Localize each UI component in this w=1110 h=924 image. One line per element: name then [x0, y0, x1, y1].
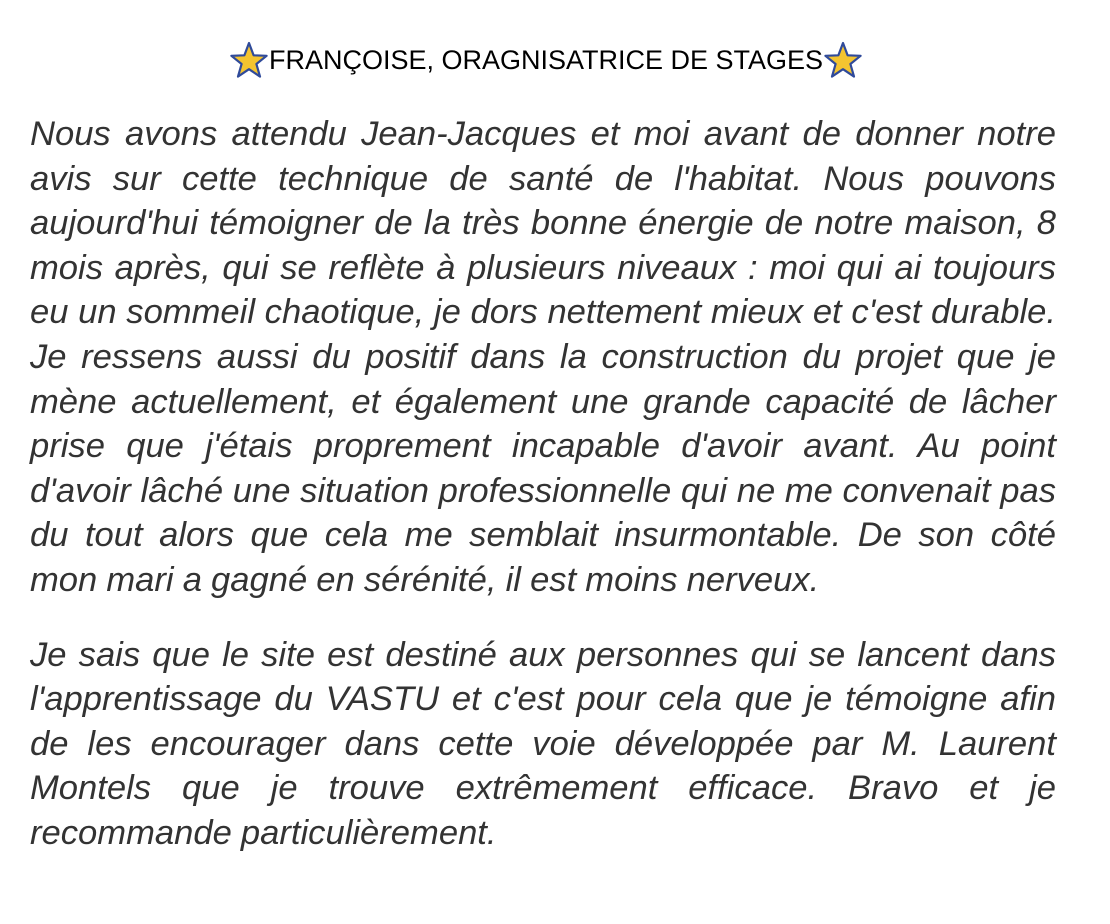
testimonial-header	[36, 34, 1056, 86]
testimonial-author-title: FRANÇOISE, ORAGNISATRICE DE STAGES	[268, 44, 824, 75]
star-icon	[823, 40, 863, 80]
star-icon	[229, 40, 269, 80]
testimonial-paragraph-2: Je sais que le site est destiné aux personnes qui se lancent dans l'apprentissage du VASTU et c'est pour cela que je témoigne afin de les encourager dans cette voie développée par M. Laurent Montels que je trouve extrêmement efficace. Bravo et je recommande particulièrement.	[30, 635, 1056, 852]
testimonial-paragraph-1: Nous avons attendu Jean-Jacques et moi avant de donner notre avis sur cette technique de santé de l'habitat. Nous pouvons aujourd'hui témoigner de la très bonne énergie de notre maison, 8 mois après, qui se reflète à plusieurs niveaux : moi qui ai toujours eu un sommeil chaotique, je dors nettement mieux et c'est durable. Je ressens aussi du positif dans la construction du projet que je mène actuellement, et également une grande capacité de lâcher prise que j'étais proprement incapable d'avoir avant. Au point d'avoir lâché une situation professionnelle qui ne me convenait pas du tout alors que cela me semblait insurmontable. De son côté mon mari a gagné en sérénité, il est moins nerveux.	[30, 115, 1056, 599]
testimonial-block	[30, 34, 1056, 856]
